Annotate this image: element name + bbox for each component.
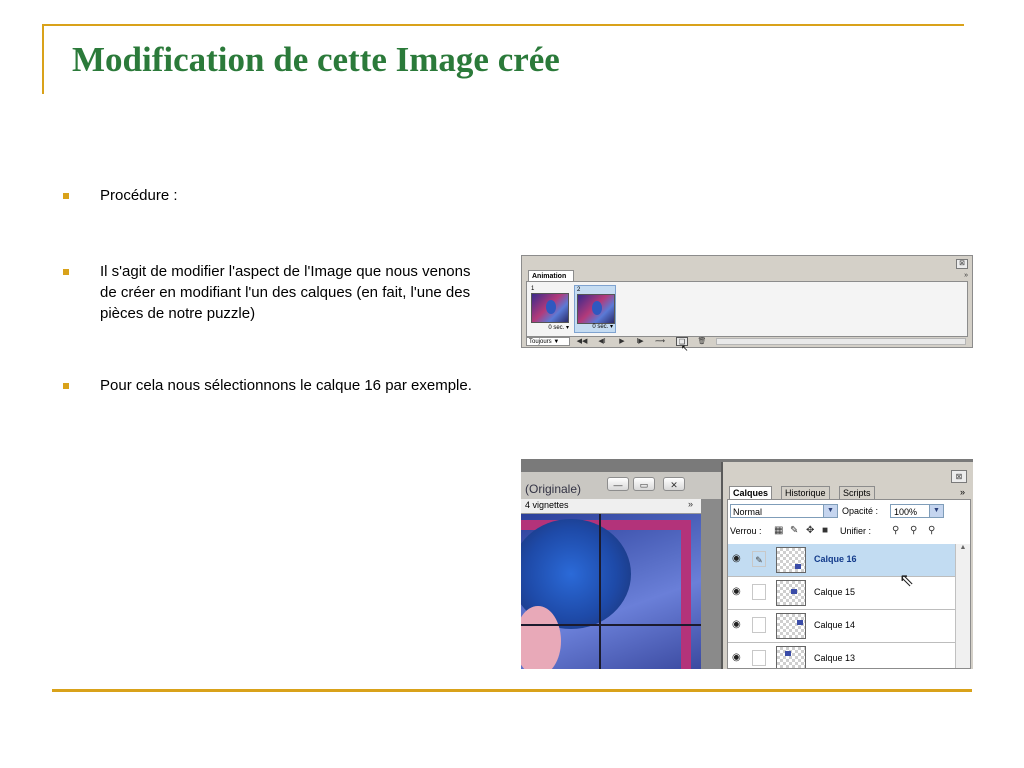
eye-icon[interactable]: ◉ <box>732 553 741 564</box>
bottom-rule <box>52 689 972 692</box>
top-rule <box>42 24 964 26</box>
layer-thumbnail <box>776 547 806 573</box>
document-scrollbar[interactable] <box>701 499 721 669</box>
frame-thumbnail <box>577 294 615 324</box>
layer-thumbnail <box>776 580 806 606</box>
chevron-down-icon[interactable]: ▼ <box>823 505 837 517</box>
tab-historique[interactable]: Historique <box>781 486 830 499</box>
play-icon[interactable]: ▶ <box>619 338 625 345</box>
lock-paint-icon[interactable]: ✎ <box>790 525 799 536</box>
layers-body <box>727 499 971 669</box>
layer-thumbnail <box>776 613 806 639</box>
puzzle-image <box>521 514 701 669</box>
link-cell[interactable] <box>752 650 766 666</box>
delete-frame-icon[interactable]: 🗑 <box>697 338 707 345</box>
brush-icon[interactable]: ✎ <box>752 551 766 567</box>
first-frame-icon[interactable]: ◀◀ <box>576 338 588 345</box>
layer-row[interactable] <box>728 577 956 610</box>
bullet-text: Procédure : <box>100 187 178 204</box>
tab-calques[interactable]: Calques <box>729 486 772 499</box>
eye-icon[interactable]: ◉ <box>732 619 741 630</box>
view-label: 4 vignettes <box>525 500 569 510</box>
mouse-cursor-icon: ⇖ <box>899 570 915 590</box>
lock-transparency-icon[interactable]: ▦ <box>774 525 784 536</box>
frame-number: 1 <box>531 286 535 292</box>
layer-row[interactable] <box>728 610 956 643</box>
slide-title: Modification de cette Image crée <box>72 40 560 79</box>
layer-row[interactable] <box>728 643 956 669</box>
minimize-icon[interactable]: — <box>607 477 629 491</box>
next-frame-icon[interactable]: I▶ <box>636 338 644 345</box>
view-bar <box>521 499 701 514</box>
panel-close-icon[interactable]: ⊠ <box>956 259 968 269</box>
panel-menu-icon[interactable]: » <box>959 487 965 497</box>
animation-toolbar <box>526 337 968 347</box>
animation-panel-screenshot <box>521 255 973 348</box>
layers-panel <box>721 462 973 669</box>
bullet-marker-icon <box>63 383 69 389</box>
panel-menu-icon[interactable]: » <box>964 272 968 279</box>
opacity-value: 100% <box>894 507 918 517</box>
tab-animation[interactable]: Animation <box>528 270 574 281</box>
lock-row <box>730 524 970 538</box>
mouse-cursor-icon: ↖ <box>681 343 689 353</box>
unify-style-icon[interactable]: ⚲ <box>928 525 936 536</box>
frames-scrollbar[interactable] <box>716 338 966 345</box>
frame-delay-select[interactable]: 0 sec. ▾ <box>592 324 613 330</box>
frame-number: 2 <box>577 287 581 293</box>
panel-close-icon[interactable]: ⊠ <box>951 470 967 483</box>
loop-select[interactable]: Toujours ▼ <box>526 337 570 346</box>
link-cell[interactable] <box>752 617 766 633</box>
lock-move-icon[interactable]: ✥ <box>806 525 815 536</box>
layer-row[interactable] <box>728 544 956 577</box>
eye-icon[interactable]: ◉ <box>732 586 741 597</box>
unify-position-icon[interactable]: ⚲ <box>892 525 900 536</box>
opacity-field[interactable] <box>890 504 944 518</box>
bullet-text: Pour cela nous sélectionnons le calque 16 par exemple. <box>100 377 472 394</box>
left-rule <box>42 24 44 94</box>
layer-name: Calque 14 <box>814 620 856 630</box>
link-cell[interactable] <box>752 584 766 600</box>
blend-mode-value: Normal <box>733 507 763 517</box>
animation-frame-selected[interactable] <box>574 285 616 333</box>
chevron-down-icon[interactable]: ▼ <box>929 505 943 517</box>
layer-name: Calque 13 <box>814 653 856 663</box>
layer-thumbnail <box>776 646 806 669</box>
previous-frame-icon[interactable]: ◀I <box>598 338 606 345</box>
document-title: (Originale) <box>525 482 582 496</box>
unify-label: Unifier : <box>840 526 872 536</box>
opacity-label: Opacité : <box>842 506 879 516</box>
tab-scripts[interactable]: Scripts <box>839 486 875 499</box>
tween-icon[interactable]: ⟿ <box>654 338 666 345</box>
restore-icon[interactable]: ▭ <box>633 477 655 491</box>
view-menu-icon[interactable]: » <box>687 499 693 509</box>
blend-mode-select[interactable] <box>730 504 838 518</box>
eye-icon[interactable]: ◉ <box>732 652 741 663</box>
layer-name: Calque 15 <box>814 587 856 597</box>
bullet-marker-icon <box>63 269 69 275</box>
duplicate-frame-icon[interactable]: ❑ <box>676 337 688 346</box>
animation-frames <box>526 281 968 337</box>
layer-name: Calque 16 <box>814 554 857 564</box>
bullet-marker-icon <box>63 193 69 199</box>
frame-delay-select[interactable]: 0 sec. ▾ <box>548 325 569 331</box>
frame-thumbnail <box>531 293 569 323</box>
animation-frame[interactable] <box>529 285 571 333</box>
lock-all-icon[interactable]: ■ <box>822 525 829 536</box>
document-window <box>521 472 721 669</box>
layer-list <box>728 544 956 669</box>
layers-scrollbar[interactable]: ▲ <box>955 544 970 669</box>
bullet-text: Il s'agit de modifier l'aspect de l'Image que nous venons de créer en modifiant l'un des calques (en fait, l'une des pièces de notre puzzle) <box>100 263 471 322</box>
close-icon[interactable]: ✕ <box>663 477 685 491</box>
unify-visibility-icon[interactable]: ⚲ <box>910 525 918 536</box>
lock-label: Verrou : <box>730 526 762 536</box>
layers-screenshot <box>521 459 973 669</box>
